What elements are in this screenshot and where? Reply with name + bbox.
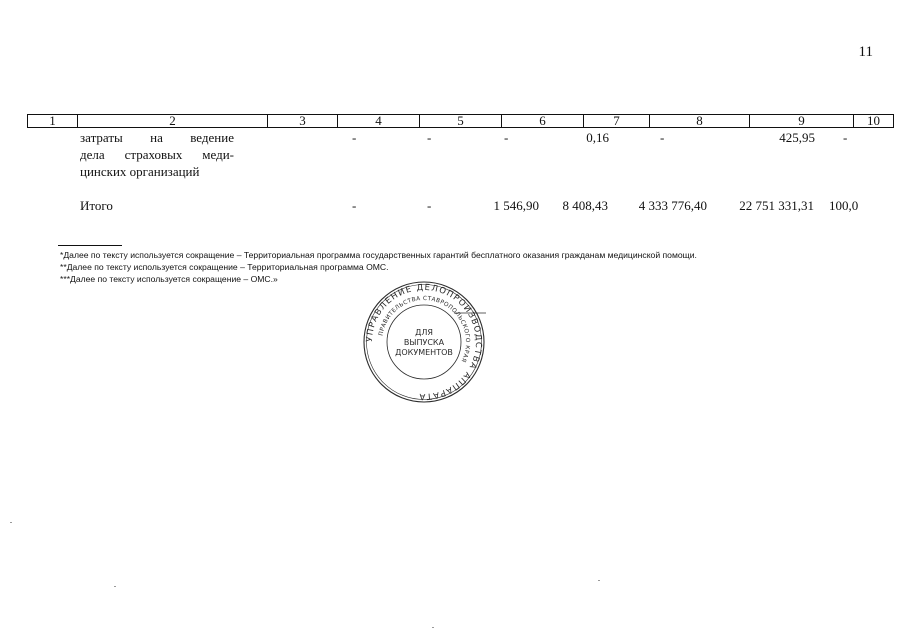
stamp-ring-inner-text: ПРАВИТЕЛЬСТВА СТАВРОПОЛЬСКОГО КРАЯ [378,295,471,364]
column-number-10: 10 [854,115,894,128]
row-label-total: Итого [80,198,113,213]
footnote-1: *Далее по тексту используется сокращение – Территориальная программа государственных гарантий бесплатного оказания гражданам медицинской помощи. [60,250,697,260]
row2-col6: 1 546,90 [493,198,539,213]
row1-col8: - [660,130,665,145]
stamp-center-line-3: ДОКУМЕНТОВ [395,348,453,357]
scan-speck [114,586,116,587]
stamp-center-line-1: ДЛЯ [415,328,433,337]
column-number-8: 8 [650,115,750,128]
row1-col9: 425,95 [779,130,815,145]
row2-col10: 100,0 [829,198,859,213]
label-word: дела [80,147,105,162]
label-word: затраты [80,130,123,145]
row2-col9: 22 751 331,31 [739,198,814,213]
page-number: 11 [858,44,873,60]
row2-col8: 4 333 776,40 [638,198,707,213]
footnote-2: **Далее по тексту используется сокращение – Территориальная программа ОМС. [60,262,389,272]
label-line [80,146,234,163]
stamp-ring-outer-text: УПРАВЛЕНИЕ ДЕЛОПРОИЗВОДСТВА АППАРАТА [364,282,484,402]
table-header-row [27,114,894,128]
label-line [80,163,234,180]
footnote-3: ***Далее по тексту используется сокращение – ОМС.» [60,274,278,284]
label-word: меди- [202,147,234,162]
row2-col4: - [352,198,357,213]
column-number-1: 1 [28,115,78,128]
row1-col7: 0,16 [586,130,609,145]
column-number-7: 7 [584,115,650,128]
label-word: ведение [190,130,234,145]
column-number-9: 9 [750,115,854,128]
label-word: цинских организаций [80,164,200,179]
row1-col4: - [352,130,357,145]
row2-col5: - [427,198,432,213]
row2-col7: 8 408,43 [562,198,608,213]
round-stamp-icon [362,280,486,404]
row1-col6: - [504,130,509,145]
row-label-insurance-costs [80,129,234,180]
column-number-5: 5 [420,115,502,128]
scan-speck [10,522,12,523]
column-number-3: 3 [268,115,338,128]
scan-speck [432,627,434,628]
stamp-center-line-2: ВЫПУСКА [403,338,445,347]
column-number-4: 4 [338,115,420,128]
footnote-divider [58,245,122,246]
label-word: страховых [124,147,183,162]
label-line [80,129,234,146]
row1-col10: - [843,130,848,145]
label-word: на [150,130,163,145]
row1-col5: - [427,130,432,145]
column-number-2: 2 [78,115,268,128]
column-number-6: 6 [502,115,584,128]
scan-speck [598,580,600,581]
